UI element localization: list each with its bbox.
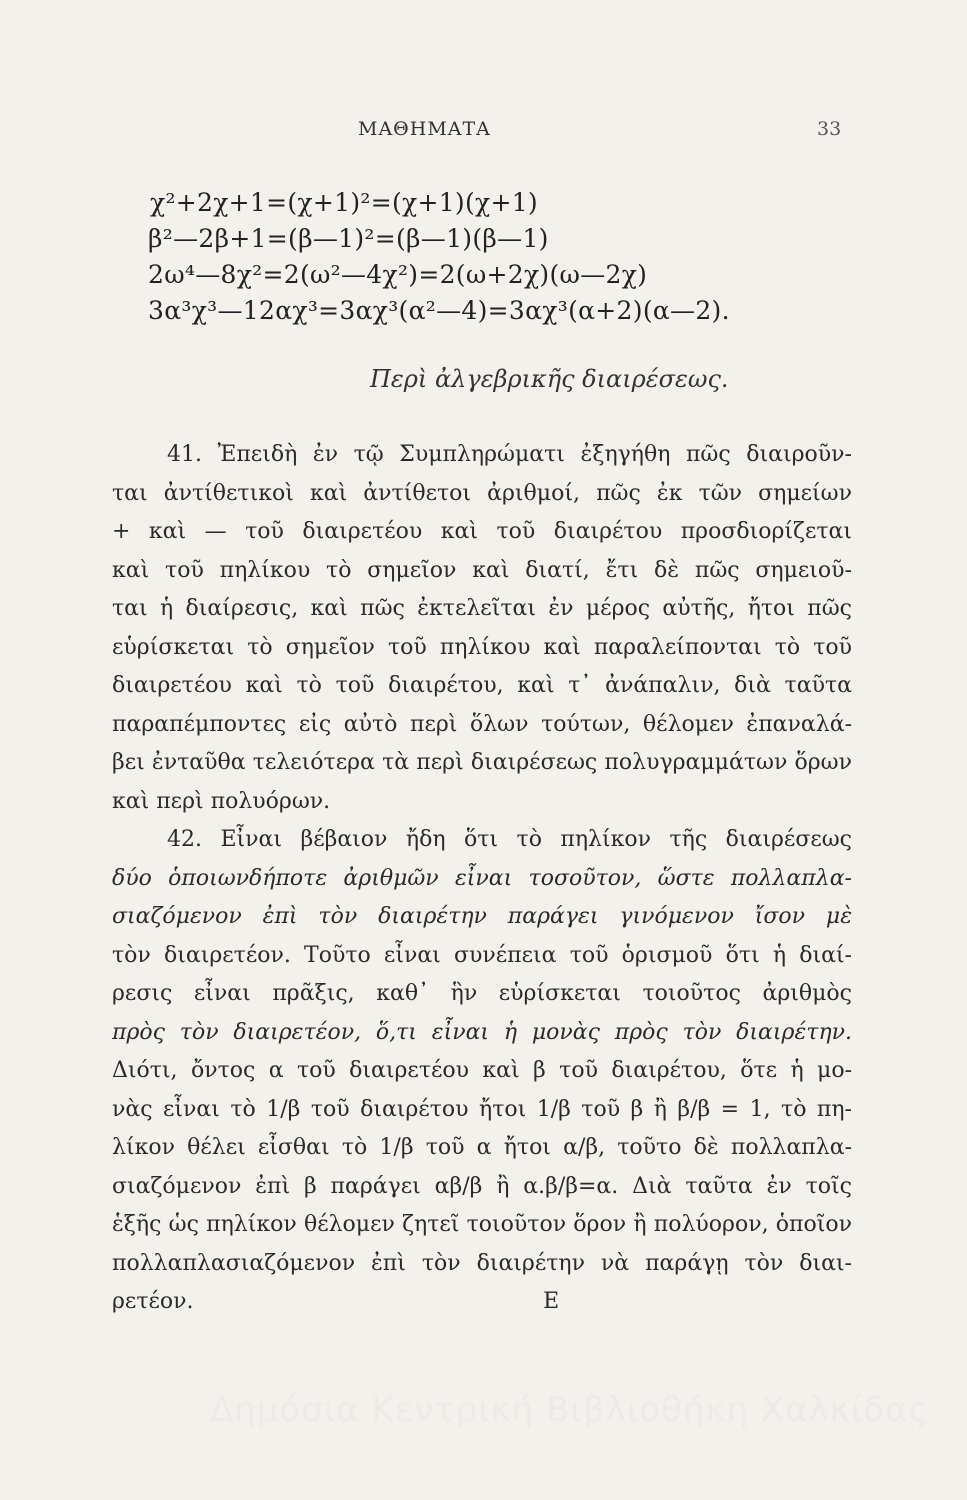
body-text	[112, 436, 852, 1322]
text-line: ρετέον. Ε	[112, 1289, 560, 1314]
text-line: λίκον θέλει εἶσθαι τὸ 1/β τοῦ α ἤτοι α/β, τοῦτο δὲ πολλαπλα-	[112, 1135, 852, 1160]
section-heading: Περὶ ἀλγεβρικῆς διαιρέσεως.	[370, 365, 729, 393]
text-line: 41. Ἐπειδὴ ἐν τῷ Συμπληρώματι ἐξηγήθη πῶς διαιροῦν-	[167, 442, 852, 467]
text-line: παραπέμποντες εἰς αὐτὸ περὶ ὅλων τούτων, θέλομεν ἐπαναλά-	[112, 711, 852, 737]
text-line: δύο ὁποιωνδήποτε ἀριθμῶν εἶναι τοσοῦτον, ὥστε πολλαπλα-	[112, 865, 852, 891]
text-line: βει ἐνταῦθα τελειότερα τὰ περὶ διαιρέσεως πολυγραμμάτων ὅρων	[112, 750, 852, 775]
library-watermark: Δημόσια Κεντρική Βιβλιοθήκη Χαλκίδας	[210, 1390, 930, 1430]
page-header	[0, 118, 967, 148]
text-line: πολλαπλασιαζόμενον ἐπὶ τὸν διαιρέτην νὰ παράγῃ τὸν διαι-	[112, 1250, 852, 1276]
text-line: διαιρετέου καὶ τὸ τοῦ διαιρέτου, καὶ τ᾽ ἀνάπαλιν, διὰ ταῦτα	[112, 673, 852, 698]
equation-line: χ²+2χ+1=(χ+1)²=(χ+1)(χ+1)	[150, 188, 538, 217]
text-line: ται ἀντίθετικοὶ καὶ ἀντίθετοι ἀριθμοί, πῶς ἐκ τῶν σημείων	[112, 480, 852, 506]
equation-line: 2ω⁴—8χ²=2(ω²—4χ²)=2(ω+2χ)(ω—2χ)	[148, 260, 648, 289]
text-line: + καὶ — τοῦ διαιρετέου καὶ τοῦ διαιρέτου προσδιορίζεται	[112, 519, 852, 544]
text-line: σιαζόμενον ἐπὶ τὸν διαιρέτην παράγει γινόμενον ἴσον μὲ	[112, 904, 852, 929]
page-number: 33	[817, 118, 842, 140]
text-line: καὶ περὶ πολυόρων.	[112, 788, 331, 814]
text-line: πρὸς τὸν διαιρετέον, ὅ,τι εἶναι ἡ μονὰς πρὸς τὸν διαιρέτην.	[112, 1019, 852, 1045]
text-line: ται ἡ διαίρεσις, καὶ πῶς ἐκτελεῖται ἐν μέρος αὐτῆς, ἤτοι πῶς	[112, 596, 852, 621]
text-line: τὸν διαιρετέον. Τοῦτο εἶναι συνέπεια τοῦ ὁρισμοῦ ὅτι ἡ διαί-	[112, 942, 852, 968]
equation-block	[148, 185, 848, 329]
text-line: ἑξῆς ὡς πηλίκον θέλομεν ζητεῖ τοιοῦτον ὅρον ἢ πολύορον, ὁποῖον	[112, 1212, 852, 1237]
text-line: σιαζόμενον ἐπὶ β παράγει αβ/β ἢ α.β/β=α. Διὰ ταῦτα ἐν τοῖς	[112, 1173, 852, 1199]
text-line: ρεσις εἶναι πρᾶξις, καθ᾽ ἣν εὑρίσκεται τοιοῦτος ἀριθμὸς	[112, 981, 852, 1006]
text-line: 42. Εἶναι βέβαιον ἤδη ὅτι τὸ πηλίκον τῆς διαιρέσεως	[167, 827, 852, 852]
text-line: νὰς εἶναι τὸ 1/β τοῦ διαιρέτου ἤτοι 1/β τοῦ β ἢ β/β = 1, τὸ πη-	[112, 1096, 852, 1122]
text-line: Διότι, ὄντος α τοῦ διαιρετέου καὶ β τοῦ διαιρέτου, ὅτε ἡ μο-	[112, 1058, 852, 1083]
text-line: καὶ τοῦ πηλίκου τὸ σημεῖον καὶ διατί, ἔτι δὲ πῶς σημειοῦ-	[112, 557, 852, 583]
running-title: ΜΑΘΗΜΑΤΑ	[358, 118, 491, 140]
text-line: εὑρίσκεται τὸ σημεῖον τοῦ πηλίκου καὶ παραλείπονται τὸ τοῦ	[112, 634, 852, 660]
equation-line: β²—2β+1=(β—1)²=(β—1)(β—1)	[148, 224, 549, 253]
equation-line: 3α³χ³—12αχ³=3αχ³(α²—4)=3αχ³(α+2)(α—2).	[148, 296, 730, 325]
